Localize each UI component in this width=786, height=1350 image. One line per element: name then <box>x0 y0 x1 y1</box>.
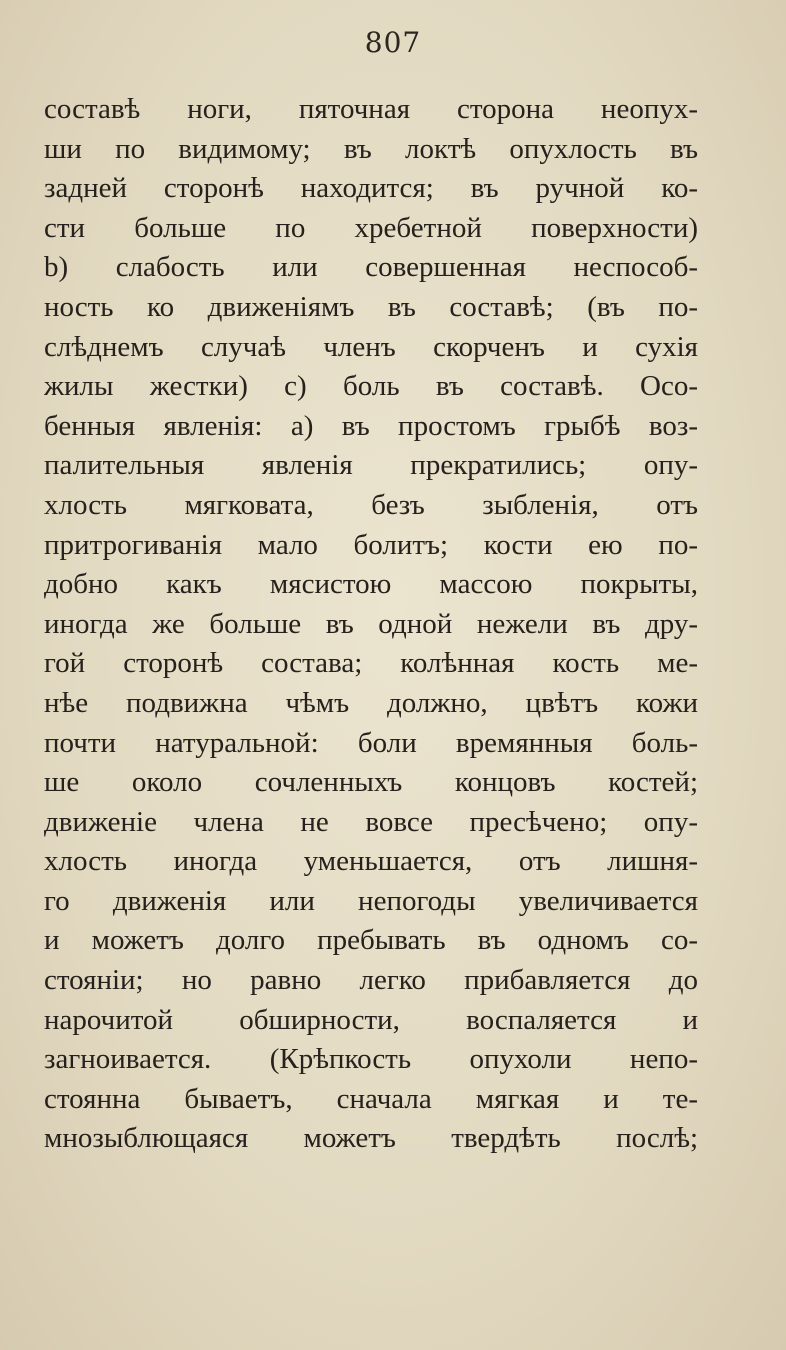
text-line: иногда же больше въ одной нежели въ дру- <box>44 607 698 640</box>
text-line: и можетъ долго пребывать въ одномъ со- <box>44 924 698 957</box>
text-line: ши по видимому; въ локтѣ опухлость въ <box>44 132 698 165</box>
body-text <box>44 90 698 1159</box>
text-line: нѣе подвижна чѣмъ должно, цвѣтъ кожи <box>44 686 698 719</box>
text-line: движеніе члена не вовсе пресѣчено; опу- <box>44 805 698 838</box>
text-line: загноивается. (Крѣпкость опухоли непо- <box>44 1043 698 1076</box>
text-line: хлость иногда уменьшается, отъ лишня- <box>44 845 698 878</box>
text-line: составѣ ноги, пяточная сторона неопух- <box>44 93 698 125</box>
text-line: стоянна бываетъ, сначала мягкая и те- <box>44 1082 698 1115</box>
text-line: b) слабость или совершенная неспособ- <box>44 251 698 284</box>
text-line: ность ко движеніямъ въ составѣ; (въ по- <box>44 290 698 323</box>
text-line: почти натуральной: боли времянныя боль- <box>44 726 698 759</box>
text-line: нарочитой обширности, воспаляется и <box>44 1003 698 1036</box>
text-line: притрогиванія мало болитъ; кости ею по- <box>44 528 698 561</box>
text-line: мнозыблющаяся можетъ твердѣть послѣ; <box>44 1122 698 1155</box>
text-line: жилы жестки) с) боль въ составѣ. Осо- <box>44 370 698 403</box>
text-line: го движенія или непогоды увеличивается <box>44 884 698 917</box>
text-line: ше около сочленныхъ концовъ костей; <box>44 766 698 799</box>
text-line: стояніи; но равно легко прибавляется до <box>44 964 698 997</box>
text-line: добно какъ мясистою массою покрыты, <box>44 568 698 601</box>
text-line: сти больше по хребетной поверхности) <box>44 211 698 244</box>
text-line: бенныя явленія: а) въ простомъ грыбѣ воз- <box>44 409 698 442</box>
text-line: задней сторонѣ находится; въ ручной ко- <box>44 172 698 205</box>
text-line: гой сторонѣ состава; колѣнная кость ме- <box>44 647 698 680</box>
text-line: палительныя явленія прекратились; опу- <box>44 449 698 482</box>
page-number: 807 <box>364 26 422 59</box>
text-line: слѣднемъ случаѣ членъ скорченъ и сухія <box>44 330 698 363</box>
text-line: хлость мягковата, безъ зыбленія, отъ <box>44 488 698 521</box>
